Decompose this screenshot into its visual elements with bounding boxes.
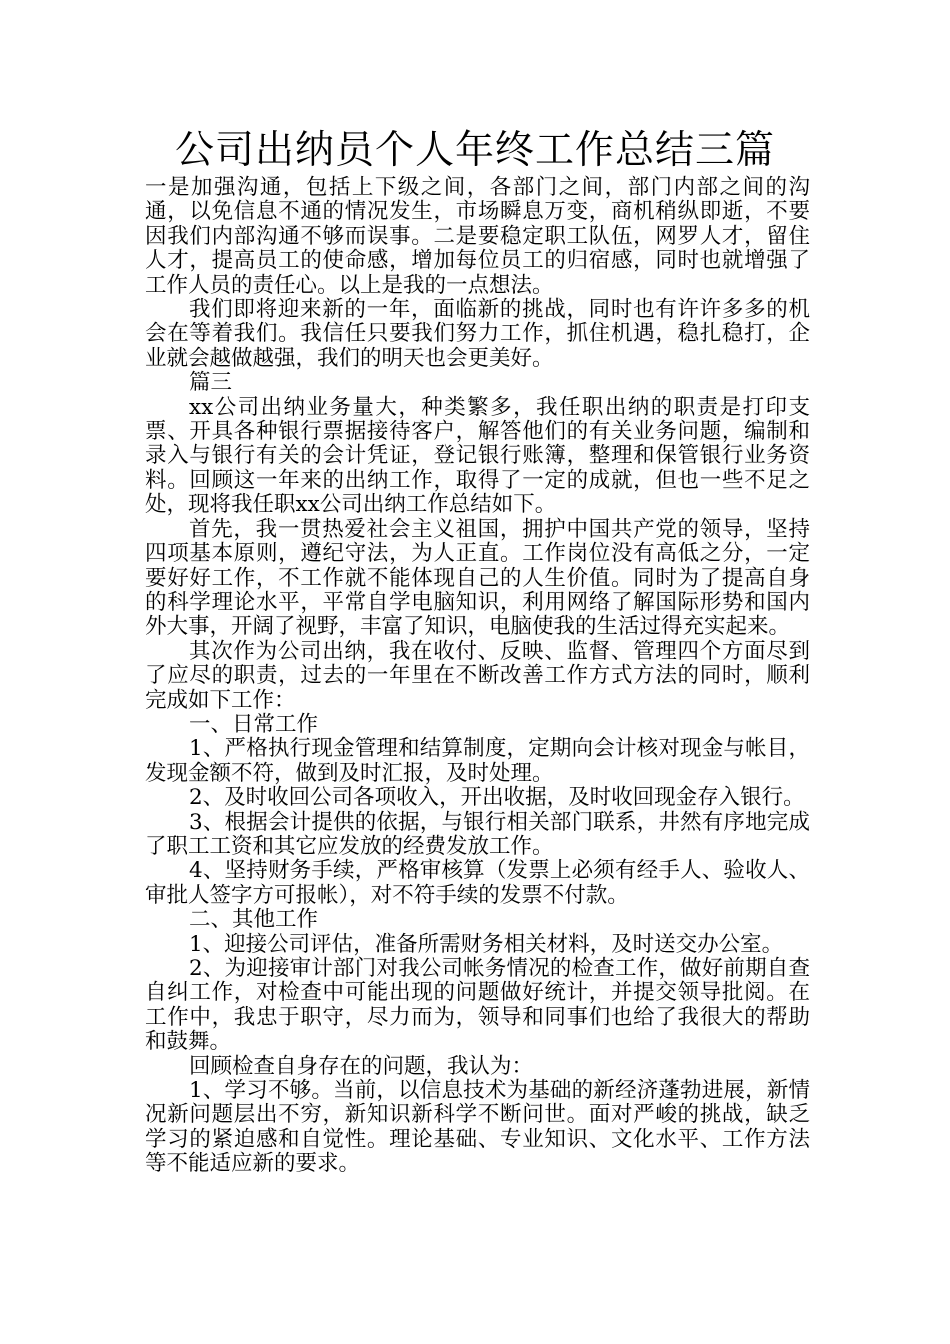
paragraph: 1、严格执行现金管理和结算制度，定期向会计核对现金与帐目，发现金额不符，做到及时汇报，及时处理。: [145, 736, 810, 786]
paragraph: xx公司出纳业务量大，种类繁多，我任职出纳的职责是打印支票、开具各种银行票据接待客户，解答他们的有关业务问题，编制和录入与银行有关的会计凭证，登记银行账簿，整理和保管银行业务资料。回顾这一年来的出纳工作，取得了一定的成就，但也一些不足之处，现将我任职xx公司出纳工作总结如下。: [145, 394, 810, 518]
paragraph: 2、及时收回公司各项收入，开出收据，及时收回现金存入银行。: [189, 785, 805, 811]
paragraph: 3、根据会计提供的依据，与银行相关部门联系，井然有序地完成了职工工资和其它应发放的经费发放工作。: [145, 809, 810, 859]
document-title: 公司出纳员个人年终工作总结三篇: [174, 128, 775, 173]
paragraph: 4、坚持财务手续，严格审核算（发票上必须有经手人、验收人、审批人签字方可报帐），对不符手续的发票不付款。: [145, 858, 810, 908]
document-body: [145, 176, 810, 1177]
paragraph: 其次作为公司出纳，我在收付、反映、监督、管理四个方面尽到了应尽的职责，过去的一年里在不断改善工作方式方法的同时，顺利完成如下工作：: [145, 638, 810, 713]
paragraph: 篇三: [189, 370, 233, 396]
paragraph: 1、迎接公司评估，准备所需财务相关材料，及时送交办公室。: [189, 931, 784, 957]
paragraph: 1、学习不够。当前，以信息技术为基础的新经济蓬勃进展，新情况新问题层出不穷，新知识新科学不断问世。面对严峻的挑战，缺乏学习的紧迫感和自觉性。理论基础、专业知识、文化水平、工作方法等不能适应新的要求。: [145, 1078, 810, 1177]
paragraph: 我们即将迎来新的一年，面临新的挑战，同时也有许许多多的机会在等着我们。我信任只要我们努力工作，抓住机遇，稳扎稳打，企业就会越做越强，我们的明天也会更美好。: [145, 297, 810, 371]
paragraph: 二、其他工作: [189, 907, 319, 933]
paragraph: 回顾检查自身存在的问题，我认为：: [189, 1053, 534, 1079]
paragraph: 首先，我一贯热爱社会主义祖国，拥护中国共产党的领导，坚持四项基本原则，遵纪守法，为人正直。工作岗位没有高低之分，一定要好好工作，不工作就不能体现自己的人生价值。同时为了提高自身的科学理论水平，平常自学电脑知识，利用网络了解国际形势和国内外大事，开阔了视野，丰富了知识，电脑使我的生活过得充实起来。: [145, 516, 810, 640]
paragraph: 一是加强沟通，包括上下级之间，各部门之间，部门内部之间的沟通，以免信息不通的情况发生，市场瞬息万变，商机稍纵即逝，不要因我们内部沟通不够而误事。二是要稳定职工队伍，网罗人才，留住人才，提高员工的使命感，增加每位员工的归宿感，同时也就增强了工作人员的责任心。以上是我的一点想法。: [145, 175, 810, 298]
paragraph: 一、日常工作: [189, 711, 319, 737]
paragraph: 2、为迎接审计部门对我公司帐务情况的检查工作，做好前期自查自纠工作，对检查中可能出现的问题做好统计，并提交领导批阅。在工作中，我忠于职守，尽力而为，领导和同事们也给了我很大的帮助和鼓舞。: [145, 956, 810, 1055]
